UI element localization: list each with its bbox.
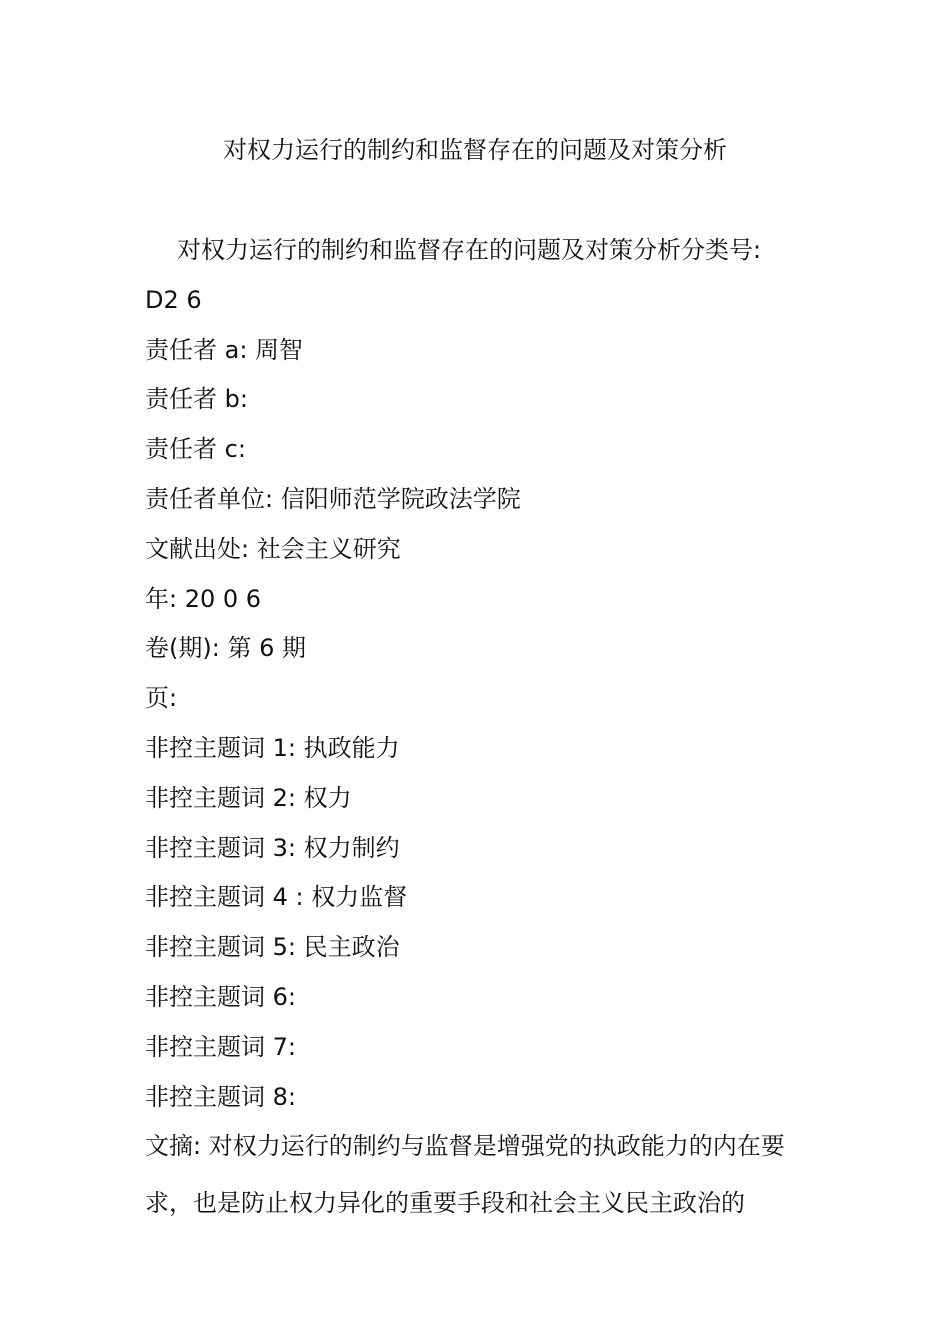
keyword-5: 非控主题词 5: 民主政治 [145,933,400,962]
author-a: 责任者 a: 周智 [145,335,304,364]
volume-issue: 卷(期): 第 6 期 [145,634,306,663]
author-b: 责任者 b: [145,385,248,414]
source-journal: 文献出处: 社会主义研究 [145,534,401,563]
pages: 页: [145,684,178,713]
keyword-8: 非控主题词 8: [145,1082,296,1111]
abstract-text: 文摘: 对权力运行的制约与监督是增强党的执政能力的内在要求，也是防止权力异化的重要手段和社会主义民主政治的 [145,1132,785,1218]
keyword-3: 非控主题词 3: 权力制约 [145,833,400,862]
document-body [145,226,815,1232]
author-c: 责任者 c: [145,435,246,464]
keyword-6: 非控主题词 6: [145,982,296,1011]
classification-number: D2 6 [145,285,202,314]
intro-line: 对权力运行的制约和监督存在的问题及对策分析分类号: [177,236,762,264]
keyword-1: 非控主题词 1: 执政能力 [145,733,400,762]
keyword-2: 非控主题词 2: 权力 [145,783,352,812]
keyword-7: 非控主题词 7: [145,1032,296,1061]
year: 年: 20 0 6 [145,584,262,613]
author-affiliation: 责任者单位: 信阳师范学院政法学院 [145,484,521,513]
document-title: 对权力运行的制约和监督存在的问题及对策分析 [223,136,727,164]
keyword-4: 非控主题词 4 : 权力监督 [145,883,408,912]
